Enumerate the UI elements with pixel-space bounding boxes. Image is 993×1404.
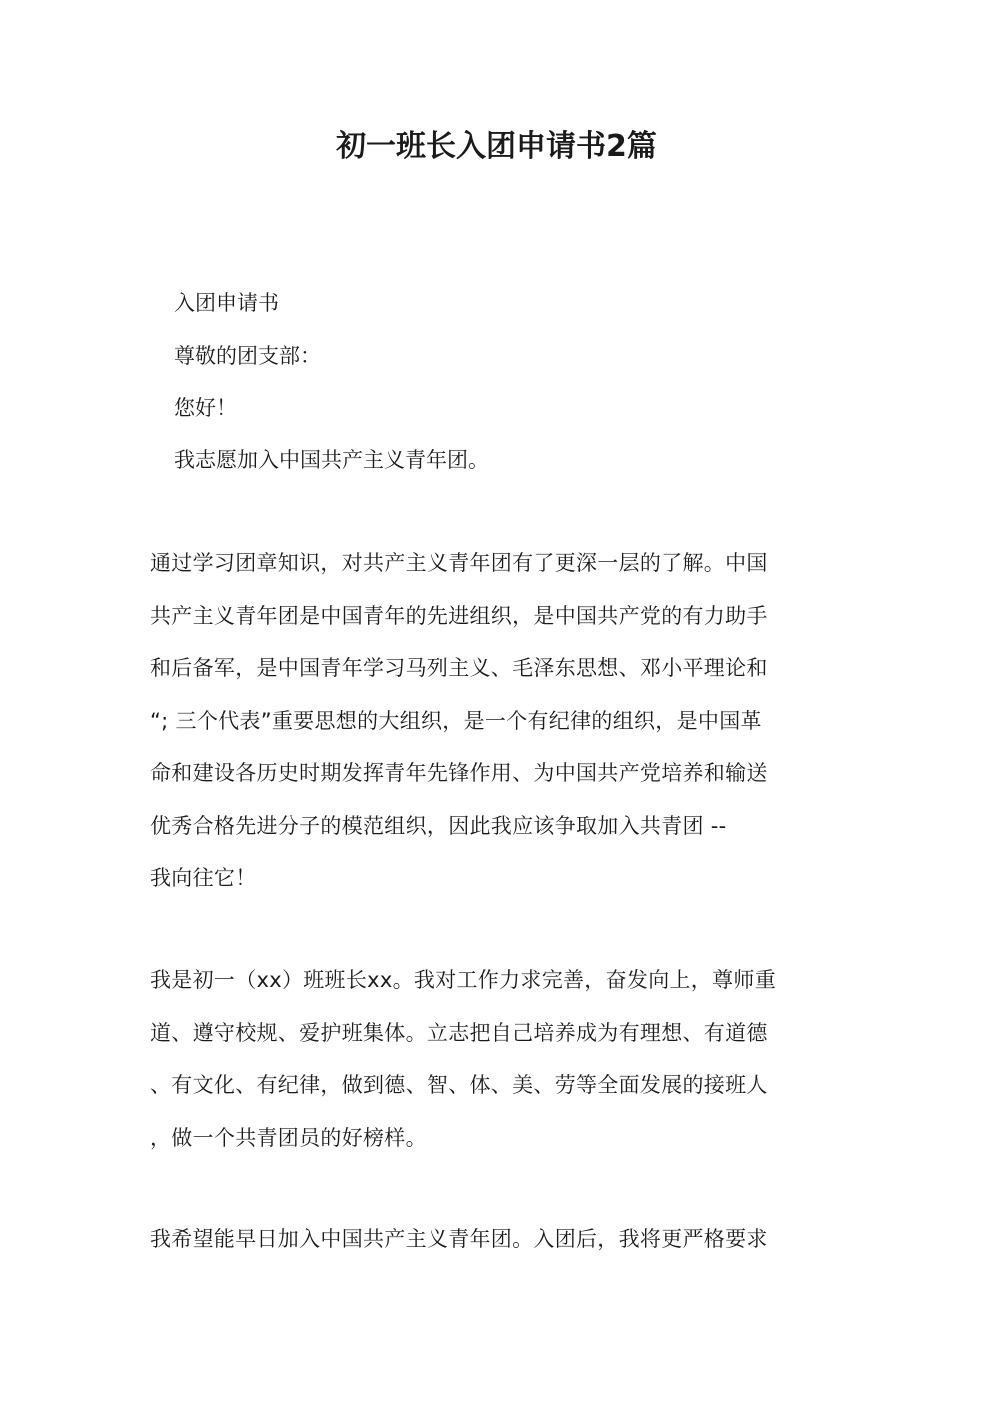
greeting: 您好！: [174, 396, 237, 420]
paragraph-line: “; 三个代表”重要思想的大组织，是一个有纪律的组织，是中国革: [150, 708, 762, 733]
paragraph-line: 我希望能早日加入中国共产主义青年团。入团后，我将更严格要求: [150, 1227, 768, 1251]
paragraph-self-introduction: [150, 965, 840, 1175]
paragraph-line: 优秀合格先进分子的模范组织，因此我应该争取加入共青团 --: [150, 813, 727, 838]
paragraph-line: 和后备军，是中国青年学习马列主义、毛泽东思想、邓小平理论和: [150, 656, 768, 680]
paragraph-line: 共产主义青年团是中国青年的先进组织，是中国共产党的有力助手: [150, 603, 768, 628]
paragraph-line: ，做一个共青团员的好榜样。: [150, 1125, 427, 1150]
paragraph-line: 命和建设各历史时期发挥青年先锋作用、为中国共产党培养和输送: [150, 761, 768, 785]
paragraph-hope: [150, 1224, 840, 1277]
paragraph-understanding: [150, 548, 840, 916]
paragraph-line: 我是初一（xx）班班长xx。我对工作力求完善，奋发向上，尊师重: [150, 968, 777, 992]
application-heading: 入团申请书: [174, 291, 279, 315]
paragraph-line: 通过学习团章知识，对共产主义青年团有了更深一层的了解。中国: [150, 551, 768, 575]
paragraph-line: 、有文化、有纪律，做到德、智、体、美、劳等全面发展的接班人: [150, 1073, 768, 1097]
salutation: 尊敬的团支部：: [174, 344, 321, 368]
paragraph-line: 我向往它！: [150, 866, 257, 890]
paragraph-line: 道、遵守校规、爱护班集体。立志把自己培养成为有理想、有道德: [150, 1020, 768, 1045]
document-title: 初一班长入团申请书2篇: [336, 129, 657, 164]
statement: 我志愿加入中国共产主义青年团。: [174, 448, 489, 472]
